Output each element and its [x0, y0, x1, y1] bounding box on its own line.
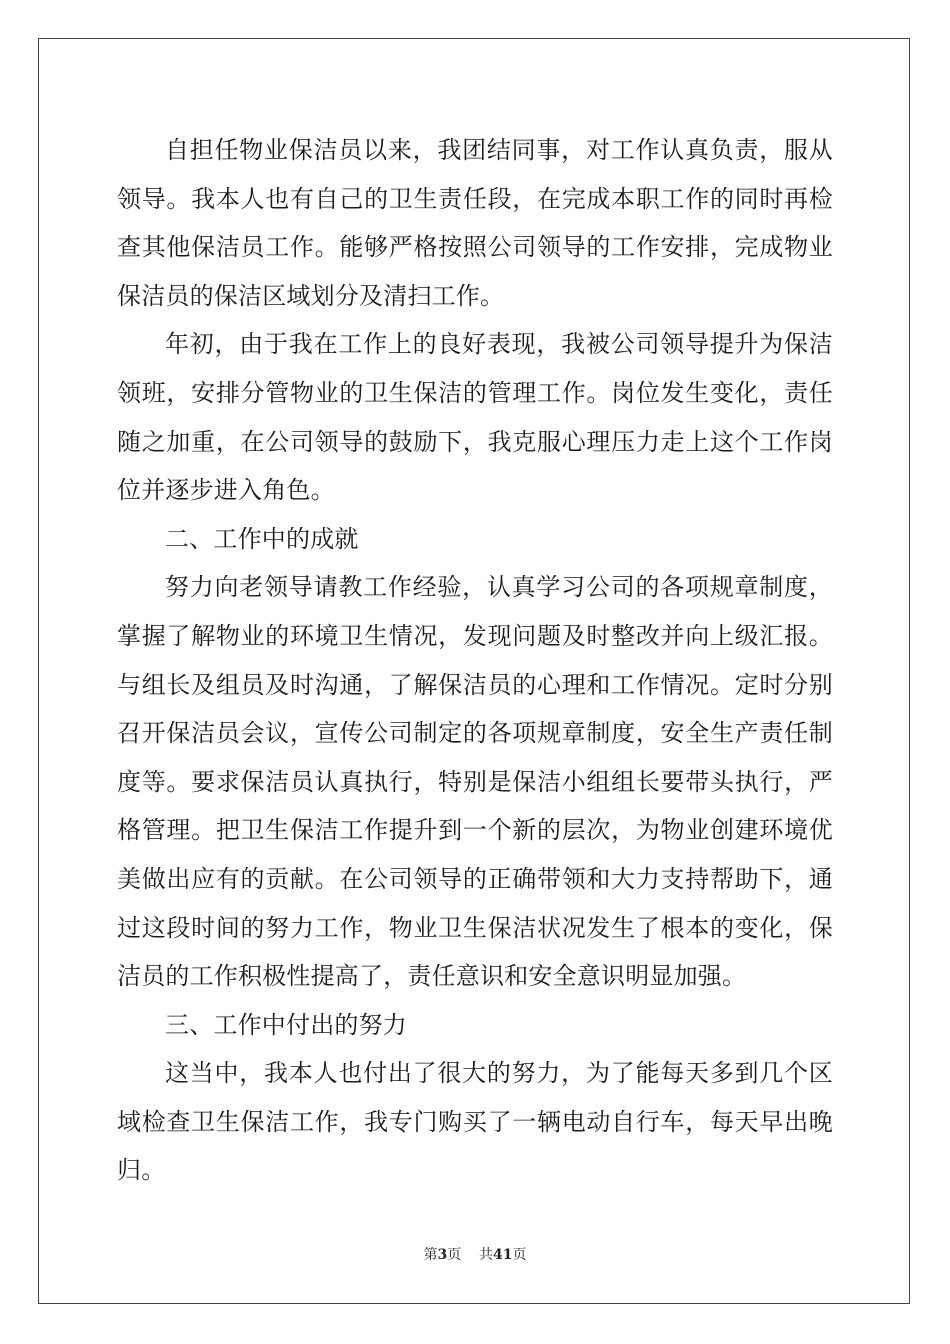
paragraph-1: 自担任物业保洁员以来，我团结同事，对工作认真负责，服从领导。我本人也有自己的卫生责任段，在完成本职工作的同时再检查其他保洁员工作。能够严格按照公司领导的工作安排，完成物业保洁员的保洁区域划分及清扫工作。 — [117, 136, 833, 310]
total-pages: 41 — [493, 1247, 513, 1263]
document-body — [117, 126, 833, 1195]
page-prefix: 第 — [423, 1247, 438, 1263]
section-heading-achievements: 二、工作中的成就 — [165, 524, 359, 553]
total-prefix: 共 — [479, 1247, 494, 1263]
page-number: 3 — [437, 1247, 448, 1263]
page-suffix: 页 — [447, 1247, 462, 1263]
section-heading-efforts: 三、工作中付出的努力 — [165, 1010, 407, 1039]
page-footer — [0, 1244, 950, 1264]
paragraph-4: 这当中，我本人也付出了很大的努力，为了能每天多到几个区域检查卫生保洁工作，我专门购买了一辆电动自行车，每天早出晚归。 — [117, 1059, 833, 1185]
total-suffix: 页 — [512, 1247, 527, 1263]
paragraph-3: 努力向老领导请教工作经验，认真学习公司的各项规章制度，掌握了解物业的环境卫生情况，发现问题及时整改并向上级汇报。与组长及组员及时沟通，了解保洁员的心理和工作情况。定时分别召开保洁员会议，宣传公司制定的各项规章制度，安全生产责任制度等。要求保洁员认真执行，特别是保洁小组组长要带头执行，严格管理。把卫生保洁工作提升到一个新的层次，为物业创建环境优美做出应有的贡献。在公司领导的正确带领和大力支持帮助下，通过这段时间的努力工作，物业卫生保洁状况发生了根本的变化，保洁员的工作积极性提高了，责任意识和安全意识明显加强。 — [117, 573, 833, 991]
paragraph-2: 年初，由于我在工作上的良好表现，我被公司领导提升为保洁领班，安排分管物业的卫生保洁的管理工作。岗位发生变化，责任随之加重，在公司领导的鼓励下，我克服心理压力走上这个工作岗位并逐步进入角色。 — [117, 330, 833, 505]
